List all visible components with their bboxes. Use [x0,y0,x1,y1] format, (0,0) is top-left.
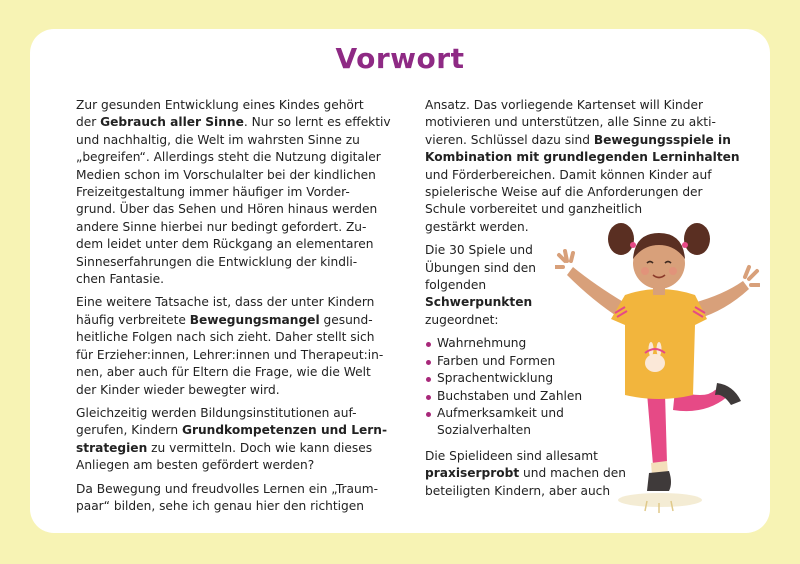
list-item: Buchstaben und Zahlen [425,388,755,405]
cheek [641,267,649,275]
right-hand [745,267,759,285]
hair-tie [630,242,636,248]
paragraph-movement: Eine weitere Tatsache ist, dass der unter Kindern häufig verbreitete Bewegungsmangel gesund- heitliche Folgen nach sich zieht. Daher stellt sich für Erzieher:innen, Lehrer:innen und Therapeut:in- nen, aber auch für Eltern die Frage, wie die Welt der Kinder wieder bewegter wird. [76,295,384,397]
left-pigtail [608,223,634,255]
list-item: Farben und Formen [425,353,755,370]
right-pigtail [684,223,710,255]
shadow [618,493,702,507]
list-item: Sprachentwicklung [425,370,755,387]
page-title: Vorwort [335,42,465,75]
paragraph-competences: Gleichzeitig werden Bildungsinstitutionen auf- gerufen, Kindern Grundkompetenzen und Lern- strategien zu vermitteln. Doch wie kann dieses Anliegen am besten gefördert werden? [76,405,388,473]
front-shoe [647,471,671,491]
left-column [76,97,396,521]
bunny-icon [645,354,665,372]
list-item: Wahrnehmung [425,335,755,352]
paragraph-dream-pair: Da Bewegung und freudvolles Lernen ein „Traum- paar“ bilden, sehe ich genau hier den richtigen [76,481,378,513]
paragraph-approach: Ansatz. Das vorliegende Kartenset will Kinder motivieren und unterstützen, alle Sinne zu akti- vieren. Schlüssel dazu sind Bewegungsspiele in Kombination mit grundlegenden Lerninhalten und Förderbereichen. Damit können Kinder auf spielerische Weise auf die Anforderungen der Schule vorbereitet und ganzheitlich gestärkt werden. [425,98,740,234]
left-hand [555,251,573,267]
list-item: Aufmerksamkeit und Sozialverhalten [425,405,755,440]
paragraph-games: Die 30 Spiele und Übungen sind den folgenden Schwerpunkten zugeordnet: [425,243,536,327]
girl-illustration [555,215,760,525]
paragraph-senses: Zur gesunden Entwicklung eines Kindes gehört der Gebrauch aller Sinne. Nur so lernt es effektiv und nachhaltig, die Welt im wahrsten Sinne zu „begreifen“. Allerdings steht die Nutzung digitaler Medien schon im Vorschulalter bei der kindlichen Freizeitgestaltung immer häufiger im Vorder- grund. Über das Sehen und Hören hinaus werden andere Sinne hierbei nur bedingt gefordert. Zu- dem leidet unter dem Rückgang an elementaren Sinneserfahrungen die Entwicklung der kindli- chen Fantasie. [76,98,391,287]
paragraph-practice: Die Spielideen sind allesamt praxiserprobt und machen den beteiligten Kindern, aber auch [425,448,626,498]
front-leg [647,393,667,465]
